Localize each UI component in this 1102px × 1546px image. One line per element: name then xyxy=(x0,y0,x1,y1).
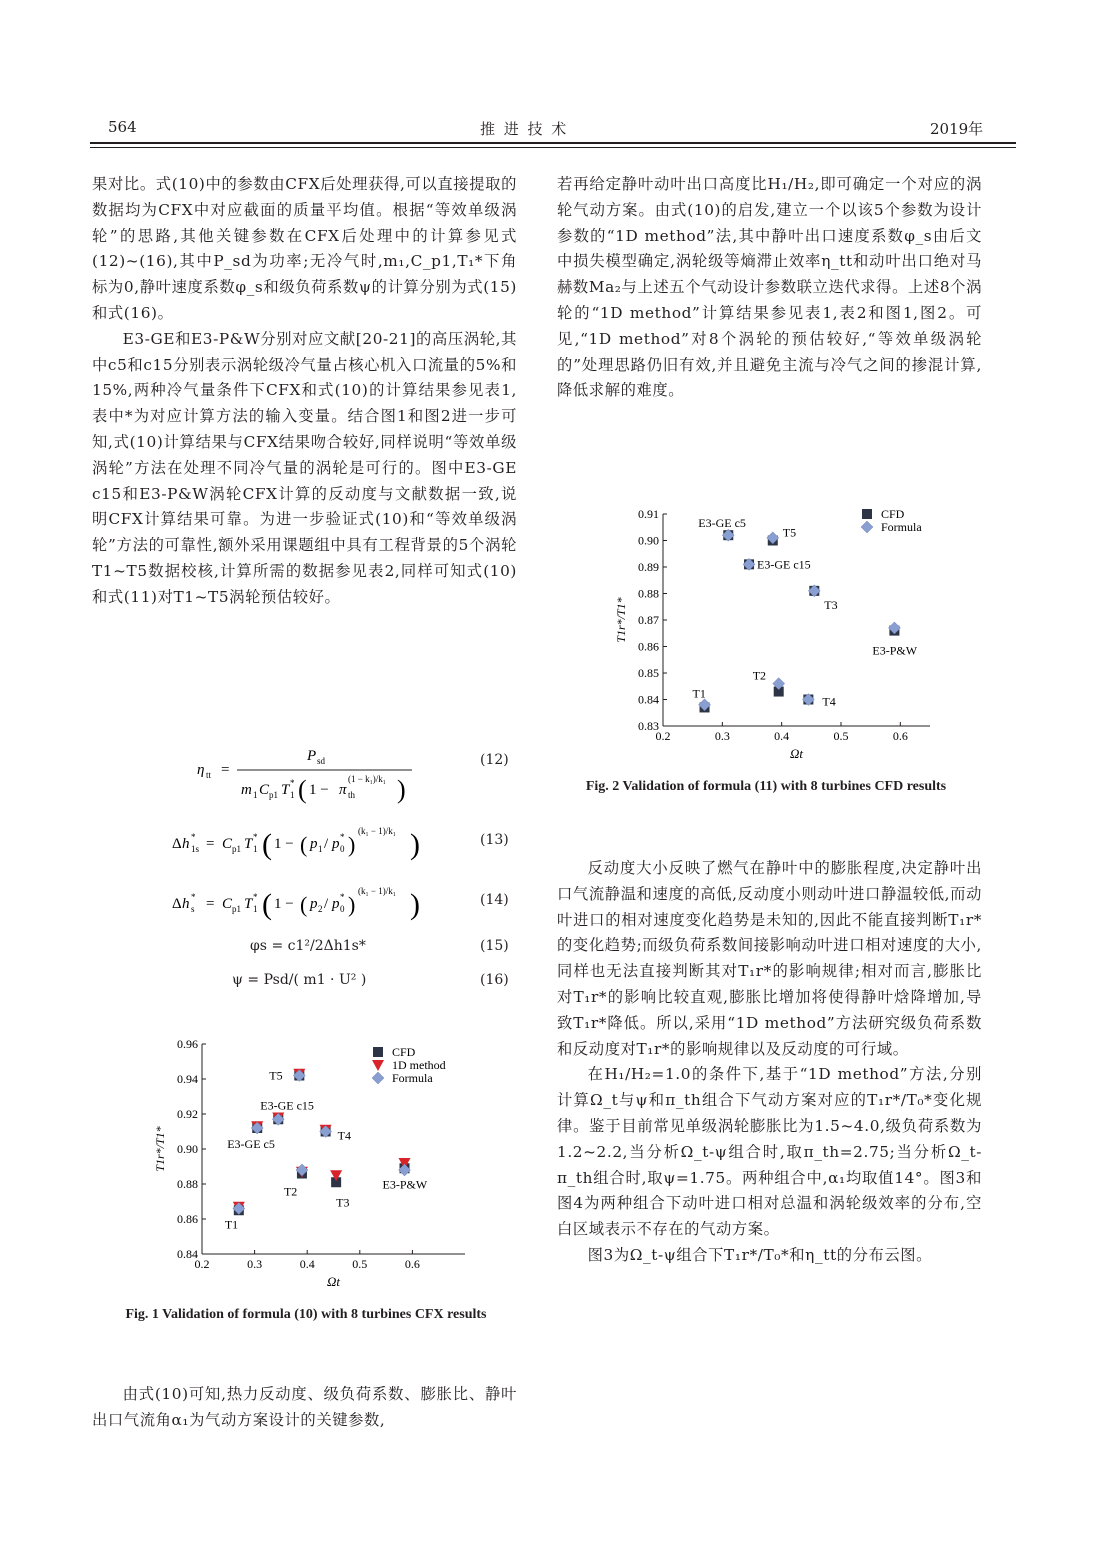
1d-method-marker xyxy=(372,1060,384,1071)
y-tick-label: 0.90 xyxy=(638,533,659,548)
svg-text:1: 1 xyxy=(290,790,295,800)
legend-label: Formula xyxy=(881,520,922,534)
point-label: T4 xyxy=(337,1128,351,1143)
svg-text:/: / xyxy=(324,836,329,852)
svg-text:C: C xyxy=(222,836,233,852)
svg-text:0: 0 xyxy=(340,844,345,854)
svg-text:p: p xyxy=(310,836,318,852)
y-tick-label: 0.92 xyxy=(177,1107,198,1121)
point-label: T3 xyxy=(824,597,838,612)
x-tick-label: 0.4 xyxy=(774,729,790,743)
svg-text:Δ: Δ xyxy=(172,896,182,912)
svg-text:th: th xyxy=(348,790,356,800)
svg-text:h: h xyxy=(182,896,190,912)
y-tick-label: 0.86 xyxy=(177,1212,198,1226)
y-tick-label: 0.87 xyxy=(638,613,659,627)
equation-number: (15) xyxy=(480,938,509,954)
svg-text:C: C xyxy=(222,896,233,912)
svg-text:P: P xyxy=(307,748,317,764)
equation-number: (13) xyxy=(480,832,509,848)
svg-text:(1 − k₁)/k₁: (1 − k₁)/k₁ xyxy=(348,774,386,784)
svg-text:/: / xyxy=(324,896,329,912)
svg-text:*: * xyxy=(253,832,258,842)
y-tick-label: 0.83 xyxy=(638,719,659,733)
svg-text:*: * xyxy=(290,778,295,788)
svg-text:(: ( xyxy=(298,775,307,804)
svg-text:): ) xyxy=(348,892,356,917)
y-tick-label: 0.84 xyxy=(177,1247,198,1261)
x-tick-label: 0.3 xyxy=(247,1257,263,1271)
point-label: T3 xyxy=(336,1195,350,1210)
svg-text:(: ( xyxy=(262,828,272,861)
year: 2019年 xyxy=(930,120,984,138)
svg-text:*: * xyxy=(191,892,196,902)
y-axis-label: T1r*/T1* xyxy=(153,1126,167,1172)
point-label: T4 xyxy=(822,694,836,709)
svg-text:p1: p1 xyxy=(232,904,241,914)
legend-label: Formula xyxy=(392,1071,433,1085)
svg-text:=: = xyxy=(206,896,215,912)
point-label: E3-GE c5 xyxy=(227,1137,275,1151)
header-rule xyxy=(90,142,1016,144)
svg-text:1s: 1s xyxy=(191,844,200,854)
point-label: E3-P&W xyxy=(872,643,918,658)
svg-text:0: 0 xyxy=(340,904,345,914)
svg-text:): ) xyxy=(348,832,356,857)
point-label: T2 xyxy=(752,668,767,683)
x-axis-label: Ωt xyxy=(789,746,804,761)
x-tick-label: 0.4 xyxy=(299,1257,315,1271)
equation-number: (12) xyxy=(480,752,509,768)
svg-text:1 −: 1 − xyxy=(274,896,294,912)
figure-2-chart xyxy=(595,500,945,768)
svg-text:s: s xyxy=(191,904,195,914)
y-tick-label: 0.91 xyxy=(638,507,659,521)
x-tick-label: 0.3 xyxy=(714,729,730,743)
cfd-marker xyxy=(373,1047,383,1057)
paragraph: 由式(10)可知,热力反动度、级负荷系数、膨胀比、静叶出口气流角α₁为气动方案设计的关键参数, xyxy=(92,1385,517,1429)
header-rule-thin xyxy=(90,147,1016,148)
cfd-marker xyxy=(862,509,872,519)
point-label: T5 xyxy=(782,525,797,540)
svg-text:1: 1 xyxy=(253,844,258,854)
point-label: E3-P&W xyxy=(382,1177,428,1192)
svg-text:=: = xyxy=(221,762,230,778)
svg-text:T: T xyxy=(244,836,253,852)
equation-15: φs = c1²/2Δh1s* xyxy=(250,938,366,954)
svg-text:η: η xyxy=(197,762,205,778)
point-label: E3-GE c5 xyxy=(698,516,746,531)
formula-marker xyxy=(372,1072,384,1084)
right-column-bottom xyxy=(557,856,982,1269)
equation-number: (16) xyxy=(480,972,509,988)
x-axis-label: Ωt xyxy=(326,1274,341,1289)
svg-text:1 −: 1 − xyxy=(309,782,329,798)
y-tick-label: 0.88 xyxy=(638,586,659,601)
legend-label: CFD xyxy=(881,507,905,521)
y-axis-label: T1r*/T1* xyxy=(614,597,628,643)
y-tick-label: 0.84 xyxy=(638,692,659,707)
paragraph: 图3为Ω_t-ψ组合下T₁r*/T₀*和η_tt的分布云图。 xyxy=(587,1245,933,1264)
svg-text:T: T xyxy=(244,896,253,912)
paragraph: E3-GE和E3-P&W分别对应文献[20-21]的高压涡轮,其中c5和c15分别表示涡轮级冷气量占核心机入口流量的5%和15%,两种冷气量条件下CFX和式(10)的计算结果参见表1,表中*为对应计算方法的输入变量。结合图1和图2进一步可知,式(10)计算结果与CFX结果吻合较好,同样说明“等效单级涡轮”方法在处理不同冷气量的涡轮是可行的。图中E3-GE c15和E3-P&W涡轮CFX计算的反动度与文献数据一致,说明CFX计算结果可靠。为进一步验证式(10)和“等效单级涡轮”方法的可靠性,额外采用课题组中具有工程背景的5个涡轮T1~T5数据校核,计算所需的数据参见表2,同样可知式(10)和式(11)对T1~T5涡轮预估较好。 xyxy=(92,329,517,606)
y-tick-label: 0.88 xyxy=(177,1177,198,1191)
y-tick-label: 0.89 xyxy=(638,560,659,574)
equation-12 xyxy=(197,740,457,812)
svg-text:): ) xyxy=(410,888,420,921)
svg-text:tt: tt xyxy=(206,770,212,780)
svg-text:T: T xyxy=(281,782,290,798)
x-tick-label: 0.6 xyxy=(892,729,908,743)
svg-text:=: = xyxy=(206,836,215,852)
equation-13 xyxy=(172,818,462,868)
svg-text:*: * xyxy=(191,832,196,842)
journal-name: 推 进 技 术 xyxy=(480,120,569,138)
left-column xyxy=(92,172,517,611)
point-label: T2 xyxy=(283,1184,298,1199)
y-tick-label: 0.86 xyxy=(638,639,659,654)
y-tick-label: 0.90 xyxy=(177,1142,198,1156)
svg-text:p: p xyxy=(310,896,318,912)
figure-1-caption: Fig. 1 Validation of formula (10) with 8 turbines CFX results xyxy=(125,1307,487,1322)
point-label: E3-GE c15 xyxy=(260,1098,314,1113)
left-column-bottom xyxy=(92,1382,517,1434)
equation-14 xyxy=(172,878,462,928)
right-column xyxy=(557,172,982,404)
point-label: T1 xyxy=(224,1217,239,1232)
legend-label: 1D method xyxy=(392,1058,446,1072)
point-label: E3-GE c15 xyxy=(757,557,811,572)
svg-text:m: m xyxy=(241,782,252,798)
figure-1-chart xyxy=(140,1030,480,1298)
svg-text:(k₁ − 1)/k₁: (k₁ − 1)/k₁ xyxy=(358,886,396,896)
svg-text:h: h xyxy=(182,836,190,852)
svg-text:Δ: Δ xyxy=(172,836,182,852)
x-tick-label: 0.5 xyxy=(352,1257,368,1271)
svg-text:(k₁ − 1)/k₁: (k₁ − 1)/k₁ xyxy=(358,826,396,836)
svg-text:C: C xyxy=(259,782,270,798)
svg-text:*: * xyxy=(253,892,258,902)
svg-text:2: 2 xyxy=(318,904,323,914)
x-tick-label: 0.2 xyxy=(194,1257,210,1271)
svg-text:*: * xyxy=(340,832,345,842)
svg-text:p1: p1 xyxy=(232,844,241,854)
svg-text:1 −: 1 − xyxy=(274,836,294,852)
svg-text:p1: p1 xyxy=(269,790,278,800)
paragraph: 反动度大小反映了燃气在静叶中的膨胀程度,决定静叶出口气流静温和速度的高低,反动度小则动叶进口静温较低,而动叶进口的相对速度变化趋势是未知的,因此不能直接判断T₁r*的变化趋势;而级负荷系数间接影响动叶进口相对速度的大小,同样也无法直接判断其对T₁r*的影响规律;相对而言,膨胀比对T₁r*的影响比较直观,膨胀比增加将使得静叶焓降增加,导致T₁r*降低。所以,采用“1D method”方法研究级负荷系数和反动度对T₁r*的影响规律以及反动度的可行域。 xyxy=(557,859,982,1058)
x-tick-label: 0.6 xyxy=(404,1257,420,1271)
svg-text:*: * xyxy=(340,892,345,902)
svg-text:1: 1 xyxy=(253,790,258,800)
svg-text:): ) xyxy=(397,775,406,804)
formula-marker xyxy=(861,521,873,533)
svg-text:π: π xyxy=(339,782,347,798)
y-tick-label: 0.85 xyxy=(638,666,659,680)
page-number: 564 xyxy=(108,118,137,136)
equation-16: ψ = Psd/( m1 · U² ) xyxy=(232,972,367,988)
paragraph: 若再给定静叶动叶出口高度比H₁/H₂,即可确定一个对应的涡轮气动方案。由式(10)的启发,建立一个以该5个参数为设计参数的“1D method”法,其中静叶出口速度系数φ_s由后文中损失模型确定,涡轮级等熵滞止效率η_tt和动叶出口绝对马赫数Ma₂与上述五个气动设计参数联立迭代求得。上述8个涡轮的“1D method”计算结果参见表1,表2和图1,图2。可见,“1D method”对8个涡轮的预估较好,“等效单级涡轮的”处理思路仍旧有效,并且避免主流与冷气之间的掺混计算,降低求解的难度。 xyxy=(557,175,982,400)
y-tick-label: 0.96 xyxy=(177,1037,198,1051)
x-tick-label: 0.5 xyxy=(833,729,849,743)
figure-2-caption: Fig. 2 Validation of formula (11) with 8 turbines CFD results xyxy=(585,779,947,794)
svg-text:(: ( xyxy=(300,832,308,857)
svg-text:p: p xyxy=(332,836,340,852)
point-label: T1 xyxy=(692,686,706,701)
paragraph: 在H₁/H₂=1.0的条件下,基于“1D method”方法,分别计算Ω_t与ψ和π_th组合下气动方案对应的T₁r*/T₀*变化规律。鉴于目前常见单级涡轮膨胀比为1.5~4.0,级负荷系数为1.2~2.2,当分析Ω_t-ψ组合时,取π_th=2.75;当分析Ω_t-π_th组合时,取ψ=1.75。两种组合中,α₁均取值14°。图3和图4为两种组合下动叶进口相对总温和涡轮级效率的分布,空白区域表示不存在的气动方案。 xyxy=(557,1065,982,1239)
svg-text:1: 1 xyxy=(253,904,258,914)
x-tick-label: 0.2 xyxy=(655,729,671,743)
paragraph: 果对比。式(10)中的参数由CFX后处理获得,可以直接提取的数据均为CFX中对应截面的质量平均值。根据“等效单级涡轮”的思路,其他关键参数在CFX后处理中的计算参见式(12)~(16),其中P_sd为功率;无冷气时,m₁,C_p1,T₁*下角标为0,静叶速度系数φ_s和级负荷系数ψ的计算分别为式(15)和式(16)。 xyxy=(92,175,517,322)
point-label: T5 xyxy=(269,1068,283,1083)
equation-number: (14) xyxy=(480,892,509,908)
svg-text:(: ( xyxy=(300,892,308,917)
svg-text:1: 1 xyxy=(318,844,323,854)
legend-label: CFD xyxy=(392,1045,416,1059)
svg-text:): ) xyxy=(410,828,420,861)
svg-text:(: ( xyxy=(262,888,272,921)
svg-text:p: p xyxy=(332,896,340,912)
y-tick-label: 0.94 xyxy=(177,1072,198,1086)
svg-text:sd: sd xyxy=(317,756,326,766)
